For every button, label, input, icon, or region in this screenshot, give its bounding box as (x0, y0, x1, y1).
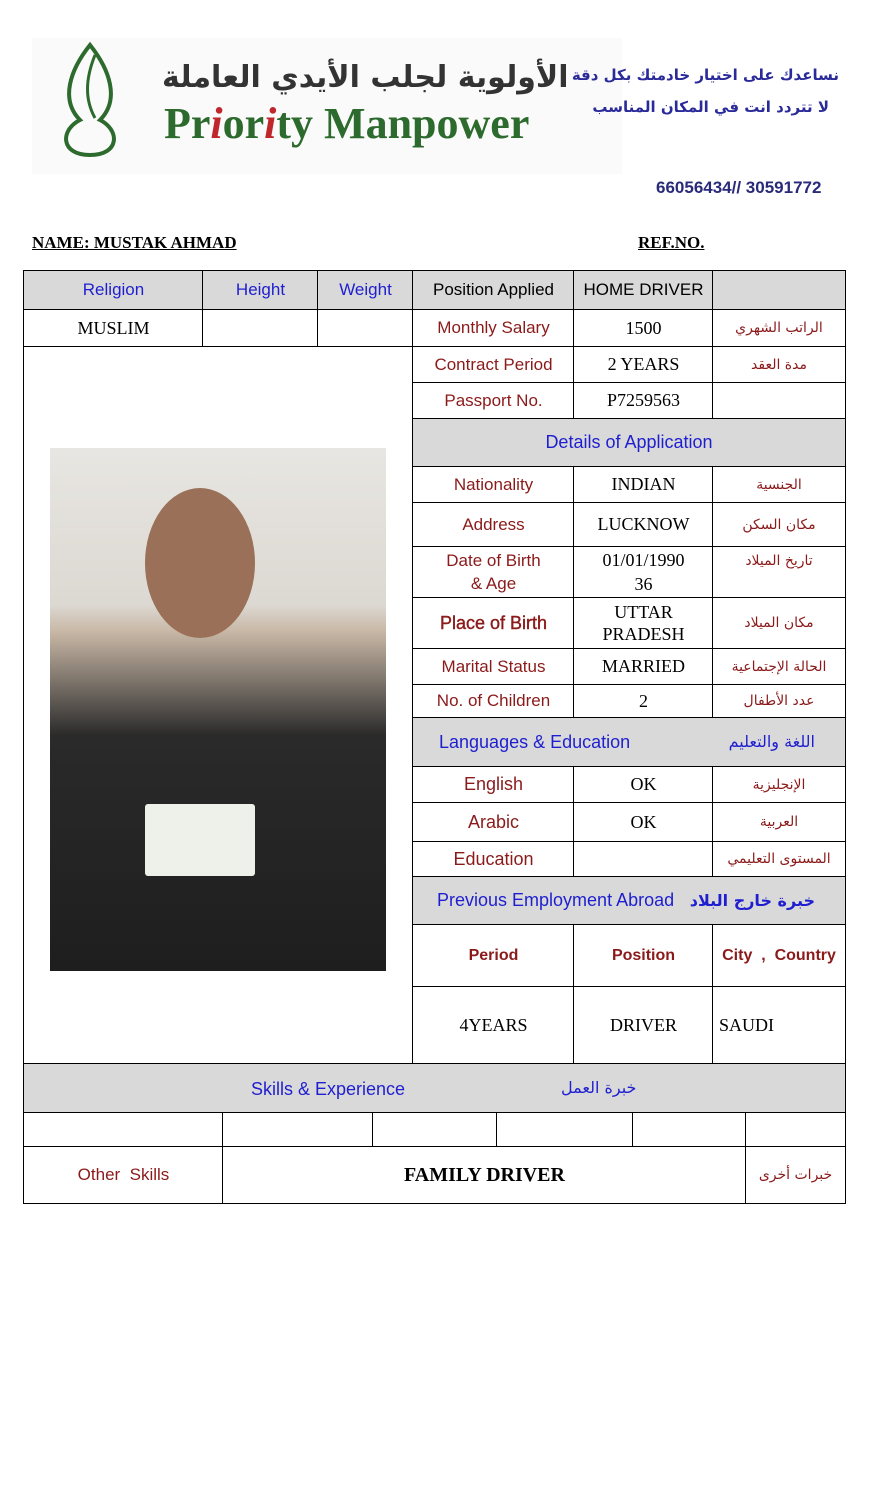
ref-no-label: REF.NO. (638, 233, 705, 252)
position-value: HOME DRIVER (573, 270, 714, 311)
education-label: Education (412, 841, 575, 878)
logo-arabic-text: الأولوية لجلب الأيدي العاملة (162, 60, 569, 95)
slogan-line-2: لا تتردد انت في المكان المناسب (592, 98, 829, 116)
candidate-name: NAME: MUSTAK AHMAD (32, 233, 237, 252)
weight-header: Weight (317, 270, 414, 311)
skill-cell (632, 1112, 747, 1148)
nationality-value: INDIAN (573, 466, 714, 504)
empty-cell (712, 270, 846, 311)
skills-title-arabic: خبرة العمل (561, 1078, 637, 1097)
phone-numbers: 66056434// 30591772 (656, 178, 822, 197)
age-value: 36 (634, 573, 653, 594)
dob-value (573, 546, 714, 599)
prev-city-value: SAUDI (712, 986, 846, 1065)
other-skills-value: FAMILY DRIVER (222, 1146, 747, 1204)
children-arabic: عدد الأطفال (712, 684, 846, 719)
skill-cell (372, 1112, 498, 1148)
prev-position-value: DRIVER (573, 986, 714, 1065)
dob-label (412, 546, 575, 599)
pob-arabic: مكان الميلاد (712, 597, 846, 650)
salary-value: 1500 (573, 309, 714, 348)
pob-label: Place of Birth (412, 597, 575, 650)
prev-employment-title: Previous Employment Abroad (437, 890, 675, 911)
address-arabic: مكان السكن (712, 502, 846, 548)
dob-arabic: تاريخ الميلاد (712, 546, 846, 599)
slogan-line-1: نساعدك على اختيار خادمتك بكل دقة (571, 66, 839, 84)
height-header: Height (202, 270, 319, 311)
period-header: Period (412, 924, 575, 988)
pob-value (573, 597, 714, 650)
address-label: Address (412, 502, 575, 548)
skill-cell (23, 1112, 224, 1148)
contract-arabic: مدة العقد (712, 346, 846, 384)
position-header: Position (573, 924, 714, 988)
prev-employment-section-title (412, 876, 846, 926)
nationality-label: Nationality (412, 466, 575, 504)
empty-cell (712, 382, 846, 420)
weight-value (317, 309, 414, 348)
salary-label: Monthly Salary (412, 309, 575, 348)
face (145, 488, 255, 638)
logo-part: i (210, 99, 223, 148)
company-logo (32, 38, 622, 174)
contract-value: 2 YEARS (573, 346, 714, 384)
children-value: 2 (573, 684, 714, 719)
marital-arabic: الحالة الإجتماعية (712, 648, 846, 686)
pob-line: UTTAR (614, 601, 673, 622)
passport-value: P7259563 (573, 382, 714, 420)
english-label: English (412, 766, 575, 804)
logo-part: Pr (164, 99, 211, 148)
other-skills-arabic: خبرات أخرى (745, 1146, 846, 1204)
children-label: No. of Children (412, 684, 575, 719)
prev-employment-title-arabic: خبرة خارج البلاد (689, 890, 815, 910)
marital-value: MARRIED (573, 648, 714, 686)
address-value: LUCKNOW (573, 502, 714, 548)
position-label: Position Applied (412, 270, 575, 311)
id-card (145, 804, 255, 876)
skill-cell (496, 1112, 634, 1148)
logo-mark-icon (50, 40, 130, 160)
languages-title: Languages & Education (439, 731, 631, 752)
contract-label: Contract Period (412, 346, 575, 384)
arabic-label: Arabic (412, 802, 575, 843)
english-value: OK (573, 766, 714, 804)
logo-part: ty Manpower (276, 99, 530, 148)
arabic-arabic: العربية (712, 802, 846, 843)
skill-cell (745, 1112, 846, 1148)
candidate-photo (50, 448, 386, 971)
salary-arabic: الراتب الشهري (712, 309, 846, 348)
skill-cell (222, 1112, 374, 1148)
prev-period-value: 4YEARS (412, 986, 575, 1065)
nationality-arabic: الجنسية (712, 466, 846, 504)
languages-section-title (412, 717, 846, 768)
age-label-line: & Age (470, 573, 517, 593)
details-section-title: Details of Application (412, 418, 846, 468)
other-skills-label: Other Skills (23, 1146, 224, 1204)
dob-date: 01/01/1990 (602, 550, 685, 571)
education-arabic: المستوى التعليمي (712, 841, 846, 878)
passport-label: Passport No. (412, 382, 575, 420)
logo-english-text (164, 98, 529, 149)
marital-label: Marital Status (412, 648, 575, 686)
logo-part: or (222, 99, 265, 148)
religion-header: Religion (23, 270, 204, 311)
languages-title-arabic: اللغة والتعليم (728, 732, 815, 752)
arabic-value: OK (573, 802, 714, 843)
logo-part: i (264, 99, 277, 148)
height-value (202, 309, 319, 348)
english-arabic: الإنجليزية (712, 766, 846, 804)
pob-line: PRADESH (602, 623, 685, 644)
religion-value: MUSLIM (23, 309, 204, 348)
dob-label-line: Date of Birth (446, 551, 541, 571)
education-value (573, 841, 714, 878)
skills-section-title (23, 1063, 846, 1114)
skills-title: Skills & Experience (251, 1079, 406, 1099)
city-country-header: City , Country (712, 924, 846, 988)
